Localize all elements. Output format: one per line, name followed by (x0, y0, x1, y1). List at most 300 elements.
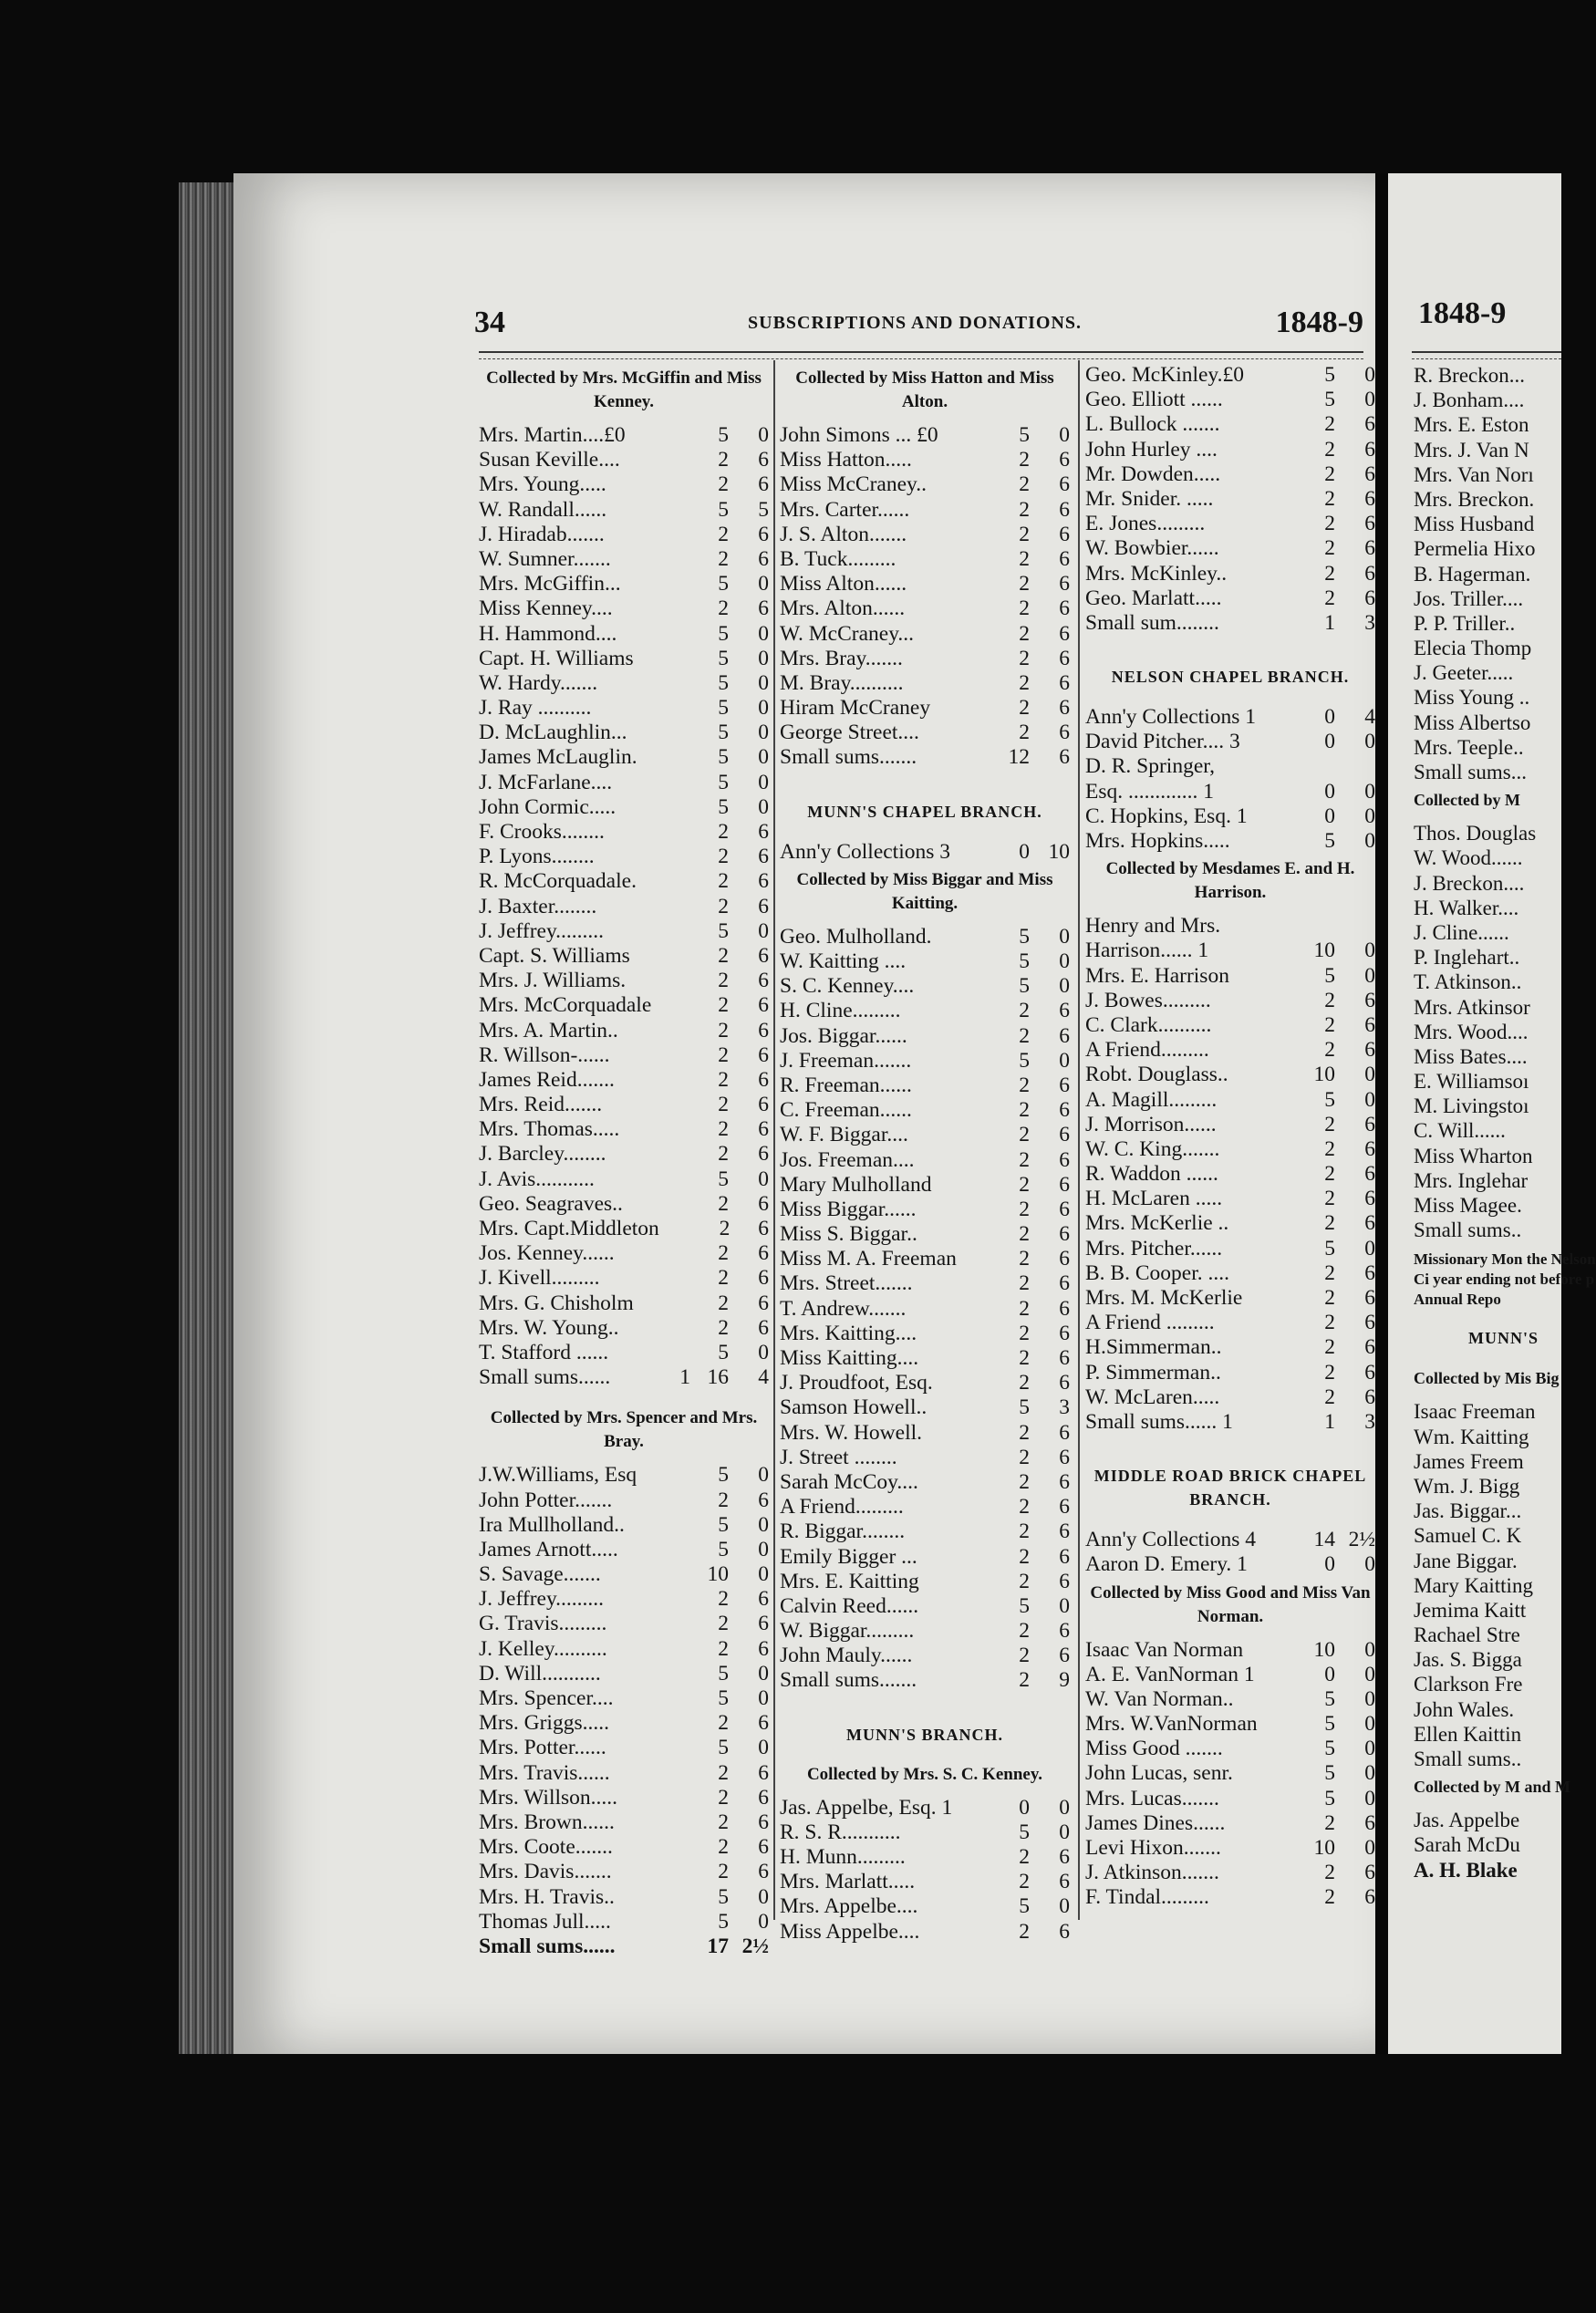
list-item (1414, 760, 1596, 784)
donor-name: H. Walker.... (1414, 896, 1519, 919)
list-item (780, 1421, 1070, 1446)
list-item (1085, 1811, 1375, 1836)
list-item (780, 1346, 1070, 1371)
list-item (479, 1316, 769, 1341)
donor-name: Aaron D. Emery. 1 (1085, 1552, 1248, 1577)
amount-shillings: 2 (718, 993, 729, 1018)
amount-pence: 6 (1059, 1247, 1070, 1271)
amount-pence: 0 (758, 670, 769, 695)
amount-shillings: 2 (1019, 448, 1030, 472)
amount-pence: 6 (758, 448, 769, 472)
amount-pence: 6 (758, 820, 769, 844)
amount-pounds (1262, 412, 1297, 437)
donor-name: George Street.... (780, 721, 919, 745)
amount-shillings: 2 (718, 1093, 729, 1117)
donor-name: Miss McCraney.. (780, 472, 928, 497)
list-item (1085, 1552, 1375, 1577)
amount-pence: 0 (1364, 1712, 1375, 1737)
list-item (1414, 1832, 1596, 1857)
amount-pence: 6 (758, 1315, 769, 1340)
donor-name: Small sums...... (479, 1934, 616, 1958)
donor-name: J. Kivell......... (479, 1266, 600, 1291)
donor-name: John Mauly...... (780, 1644, 913, 1668)
list-item (479, 1291, 769, 1316)
amount-pounds (1262, 1410, 1297, 1435)
amount-pence: 0 (1364, 1662, 1375, 1686)
list-item (1085, 1687, 1375, 1712)
donor-name: Geo. McKinley.£0 (1085, 363, 1245, 387)
list-item (1085, 586, 1375, 611)
amount-pounds (1262, 939, 1297, 963)
amount-pounds (1262, 914, 1297, 939)
donor-name: Geo. Seagraves.. (479, 1191, 623, 1216)
amount-pounds (1262, 1385, 1297, 1410)
amount-pence: 6 (1059, 1296, 1070, 1321)
donor-name: Mrs. E. Kaitting (780, 1569, 919, 1593)
branch-heading: MUNN'S (1468, 1329, 1539, 1348)
donor-name: Mrs. Breckon. (1414, 487, 1535, 511)
amount-pence: 6 (1364, 536, 1375, 561)
donor-name: Mrs. H. Travis.. (479, 1884, 615, 1909)
list-item (479, 1810, 769, 1835)
amount-pounds (1262, 1811, 1297, 1836)
amount-shillings: 5 (1324, 1236, 1335, 1260)
amount-pence: 6 (1059, 1644, 1070, 1668)
list-item (1085, 1663, 1375, 1687)
donor-name: Mrs. Kaitting.... (780, 1321, 917, 1345)
amount-shillings: 2 (718, 596, 729, 621)
amount-shillings: 2 (1324, 1861, 1335, 1885)
amount-shillings: 5 (718, 646, 729, 670)
amount-shillings: 2 (1324, 486, 1335, 511)
amount-pounds (656, 1711, 690, 1736)
donor-name: Mrs. McKinley.. (1085, 561, 1228, 586)
amount-shillings: 2 (718, 1191, 729, 1216)
amount-pounds (1262, 562, 1297, 586)
list-item (1414, 1425, 1596, 1449)
amount-pence: 6 (1059, 1098, 1070, 1123)
amount-pounds (957, 596, 991, 621)
donor-name: H. Hammond.... (479, 621, 617, 646)
list-item (1414, 1523, 1596, 1548)
amount-pence: 6 (758, 993, 769, 1018)
amount-pence: 6 (1364, 1211, 1375, 1236)
donor-name: Mrs. Martin....£0 (479, 423, 626, 447)
donor-name: Esq. ............. 1 (1085, 779, 1214, 804)
donor-name: Harrison...... 1 (1085, 939, 1209, 963)
list-item (479, 1365, 769, 1390)
donor-name: Mrs. W.VanNorman (1085, 1712, 1258, 1737)
donor-name: Mrs. G. Chisholm (479, 1291, 634, 1315)
collector-heading: Collected by Miss Biggar and Miss Kaitting. (796, 869, 1053, 913)
running-title: SUBSCRIPTIONS AND DONATIONS. (748, 313, 1083, 333)
list-item (780, 721, 1070, 745)
donor-name: Mrs. Griggs..... (479, 1711, 609, 1736)
list-item (479, 1587, 769, 1612)
donor-name: Mrs. Wood.... (1414, 1020, 1529, 1043)
donor-name: James McLauglin. (479, 745, 637, 770)
donor-name: Miss Kenney.... (479, 596, 613, 621)
list-item (1085, 914, 1375, 939)
amount-shillings: 5 (718, 572, 729, 596)
donor-name: W. F. Biggar.... (780, 1123, 908, 1147)
list-item (1414, 562, 1596, 586)
list-item (479, 523, 769, 547)
amount-pence: 6 (758, 472, 769, 497)
amount-pounds (656, 1019, 690, 1043)
list-item (780, 1074, 1070, 1098)
list-item (780, 423, 1070, 448)
amount-pounds (957, 1820, 991, 1845)
amount-shillings: 2 (1019, 546, 1030, 571)
list-item (479, 1860, 769, 1884)
donor-name: M. Livingstoı (1414, 1094, 1529, 1118)
list-item (1414, 685, 1596, 710)
list-item (1414, 412, 1596, 437)
amount-pence: 6 (1364, 512, 1375, 536)
list-item (1085, 1335, 1375, 1360)
donor-name: W. Bowbier...... (1085, 536, 1219, 561)
amount-pounds (656, 1835, 690, 1860)
amount-pence: 6 (1364, 1861, 1375, 1885)
amount-pounds (656, 1142, 690, 1167)
amount-shillings: 2 (1019, 646, 1030, 670)
amount-pence: 6 (758, 845, 769, 869)
donor-name: T. Andrew....... (780, 1296, 907, 1321)
amount-pounds (656, 1786, 690, 1810)
list-item (780, 1894, 1070, 1919)
amount-shillings: 5 (718, 696, 729, 721)
amount-pounds (1262, 1638, 1297, 1663)
donor-name: Mrs. Spencer.... (479, 1686, 614, 1710)
donor-name: Mrs. Carter...... (780, 497, 910, 522)
list-item (1414, 363, 1596, 388)
amount-pounds (957, 1619, 991, 1644)
list-item (1085, 438, 1375, 462)
amount-pounds (656, 1860, 690, 1884)
collector-heading: Collected by Mis Big (1414, 1369, 1560, 1388)
list-item (479, 1192, 769, 1217)
amount-pence: 0 (1059, 1795, 1070, 1820)
amount-shillings: 5 (1324, 1786, 1335, 1810)
amount-pence: 0 (1059, 1593, 1070, 1618)
amount-shillings: 10 (1313, 939, 1335, 963)
amount-pounds (656, 523, 690, 547)
list-item (780, 1148, 1070, 1173)
donor-name: Mrs. M. McKerlie (1085, 1286, 1243, 1310)
amount-pence: 6 (1059, 1544, 1070, 1569)
donor-name: Ira Mullholland.. (479, 1512, 625, 1537)
donor-name: Jos. Freeman.... (780, 1147, 915, 1172)
list-item (780, 498, 1070, 523)
list-item (1085, 730, 1375, 754)
amount-pounds (957, 498, 991, 523)
amount-shillings: 5 (1019, 1593, 1030, 1618)
amount-pence: 6 (1059, 1845, 1070, 1869)
donor-name: Jane Biggar. (1414, 1549, 1518, 1572)
list-item (780, 1098, 1070, 1123)
list-item (780, 1545, 1070, 1570)
amount-pence: 0 (1364, 1087, 1375, 1112)
amount-pence: 6 (1364, 437, 1375, 462)
amount-shillings: 2 (1019, 1123, 1030, 1147)
amount-pence: 2½ (1348, 1528, 1375, 1552)
list-item (780, 1123, 1070, 1147)
list-item (1085, 804, 1375, 829)
amount-shillings: 2 (718, 546, 729, 571)
amount-pounds (656, 1513, 690, 1538)
amount-pence: 6 (758, 1760, 769, 1785)
donor-name: Miss Alton...... (780, 572, 907, 596)
amount-shillings: 5 (1019, 1820, 1030, 1844)
amount-pounds (1262, 1687, 1297, 1712)
amount-shillings: 2 (1324, 1211, 1335, 1236)
amount-pence: 6 (1059, 1445, 1070, 1469)
amount-shillings: 2 (718, 1711, 729, 1736)
donor-name: Miss S. Biggar.. (780, 1222, 917, 1247)
branch-heading: MIDDLE ROAD BRICK CHAPEL BRANCH. (1093, 1467, 1367, 1509)
amount-pence: 0 (1364, 1686, 1375, 1711)
list-item (780, 840, 1070, 865)
amount-pence: 6 (758, 1488, 769, 1512)
amount-pence: 6 (1059, 1420, 1070, 1445)
amount-pence: 0 (1364, 1552, 1375, 1577)
amount-pence: 6 (1059, 1371, 1070, 1395)
list-item (1414, 1808, 1596, 1832)
amount-pounds (957, 1870, 991, 1894)
donor-name: J. Bonham.... (1414, 389, 1525, 412)
donor-name: J. Morrison...... (1085, 1112, 1217, 1136)
amount-pounds (957, 1421, 991, 1446)
list-item (1414, 1399, 1596, 1424)
donor-name: James Freem (1414, 1449, 1524, 1473)
list-item (1085, 512, 1375, 536)
list-item (1414, 1623, 1596, 1647)
donor-name: R. Biggar........ (780, 1520, 906, 1544)
amount-shillings (1297, 754, 1335, 779)
amount-pounds (656, 1341, 690, 1365)
donor-name: D. Will........... (479, 1661, 601, 1685)
amount-pence: 0 (1364, 363, 1375, 387)
amount-pence: 6 (1059, 1495, 1070, 1520)
donor-name: E. Jones......... (1085, 512, 1206, 536)
amount-pounds (1262, 1861, 1297, 1885)
amount-shillings: 5 (1324, 1686, 1335, 1711)
donor-name: Mrs. Atkinsor (1414, 995, 1530, 1019)
amount-pence: 6 (758, 1835, 769, 1860)
amount-shillings: 2 (1324, 1360, 1335, 1385)
amount-shillings: 2 (1019, 1197, 1030, 1221)
list-item (1085, 1162, 1375, 1187)
amount-pounds (656, 572, 690, 596)
list-item (780, 1644, 1070, 1668)
amount-pounds (1262, 586, 1297, 611)
donor-name: Mr. Snider. ..... (1085, 486, 1214, 511)
amount-shillings: 5 (1324, 363, 1335, 387)
amount-pounds (957, 523, 991, 547)
amount-pounds (957, 1271, 991, 1296)
collector-heading: Collected by Mesdames E. and H. Harrison. (1105, 859, 1355, 903)
donor-name: Jas. Appelbe (1414, 1809, 1520, 1832)
amount-pence: 6 (1059, 448, 1070, 472)
list-item (1414, 845, 1596, 870)
amount-pounds (656, 1761, 690, 1786)
amount-pence: 6 (758, 943, 769, 968)
amount-shillings: 17 (707, 1934, 729, 1958)
list-item (1085, 1885, 1375, 1910)
amount-pence: 6 (1364, 561, 1375, 586)
list-item (1414, 920, 1596, 945)
amount-pence (1335, 914, 1375, 939)
list-item (780, 745, 1070, 770)
donor-name: J. Bowes......... (1085, 988, 1211, 1012)
amount-shillings: 2 (1019, 1222, 1030, 1247)
amount-shillings: 5 (718, 670, 729, 695)
list-item (1414, 1474, 1596, 1499)
list-item (1414, 995, 1596, 1020)
amount-pounds (1262, 536, 1297, 561)
donor-name: John Simons ... £0 (780, 423, 938, 447)
amount-pounds (656, 498, 690, 523)
amount-pounds (957, 647, 991, 671)
list-item (1414, 1598, 1596, 1623)
donor-name: B. Tuck......... (780, 546, 896, 571)
list-item (780, 1271, 1070, 1296)
donor-name: Mrs. Coote....... (479, 1835, 613, 1860)
donor-name: Small sums.. (1414, 1748, 1522, 1770)
amount-shillings: 2 (718, 1587, 729, 1612)
donor-name: Mrs. Bray....... (780, 646, 903, 670)
amount-pence: 6 (1059, 497, 1070, 522)
amount-shillings: 2 (1324, 536, 1335, 561)
list-item (1414, 487, 1596, 512)
amount-shillings: 1 (1324, 610, 1335, 635)
amount-pounds (656, 1241, 690, 1266)
amount-pence: 6 (1364, 1311, 1375, 1335)
amount-pounds (656, 745, 690, 770)
amount-pounds (957, 1247, 991, 1271)
list-item (479, 1835, 769, 1860)
donor-name: J. McFarlane.... (479, 770, 613, 794)
amount-pounds (656, 1167, 690, 1192)
list-item (479, 795, 769, 820)
amount-pounds (1262, 363, 1297, 388)
donor-name: W. Hardy....... (479, 670, 598, 695)
list-item (1085, 754, 1375, 779)
list-item (1414, 821, 1596, 845)
list-item (780, 925, 1070, 949)
column-2 (780, 363, 1070, 1945)
donor-name: G. Travis......... (479, 1612, 607, 1636)
donor-name: Miss Appelbe.... (780, 1919, 920, 1944)
donor-name: J. Ray .......... (479, 696, 592, 721)
amount-shillings: 2 (1019, 572, 1030, 596)
amount-shillings: 2 (718, 1860, 729, 1884)
amount-pounds (656, 771, 690, 795)
donor-name: James Arnott..... (479, 1537, 618, 1561)
list-item (780, 1395, 1070, 1420)
donor-name: Sarah McDu (1414, 1833, 1520, 1857)
block-spacer (1085, 1435, 1375, 1447)
amount-shillings: 2 (1324, 1810, 1335, 1835)
amount-shillings: 2 (1324, 1335, 1335, 1360)
amount-pounds (1262, 388, 1297, 412)
amount-pounds (957, 1920, 991, 1945)
list-item (479, 622, 769, 647)
amount-shillings: 2 (1019, 1321, 1030, 1345)
amount-pounds (1262, 1663, 1297, 1687)
amount-shillings: 10 (1313, 1063, 1335, 1087)
amount-shillings: 5 (718, 423, 729, 447)
amount-pence: 6 (1059, 646, 1070, 670)
donor-name: W. Van Norman.. (1085, 1686, 1234, 1711)
amount-pence: 6 (1059, 1469, 1070, 1494)
amount-pence: 0 (1364, 804, 1375, 828)
amount-pence: 0 (1364, 1236, 1375, 1260)
amount-pence: 6 (1364, 1162, 1375, 1187)
amount-pence: 6 (1364, 1187, 1375, 1211)
amount-pence: 0 (1364, 963, 1375, 988)
amount-pounds (957, 1173, 991, 1198)
amount-pounds (656, 1043, 690, 1068)
amount-pounds (656, 721, 690, 745)
amount-pounds (1262, 1737, 1297, 1761)
amount-pence: 6 (1059, 1123, 1070, 1147)
donor-name: Levi Hixon....... (1085, 1836, 1221, 1860)
amount-shillings: 10 (1313, 1836, 1335, 1860)
amount-pence: 0 (1364, 829, 1375, 853)
list-item (780, 1845, 1070, 1870)
amount-pounds (1262, 1211, 1297, 1236)
amount-pounds (1262, 462, 1297, 487)
donor-name: W. McLaren..... (1085, 1385, 1220, 1409)
amount-pounds (1262, 1836, 1297, 1861)
amount-pence: 6 (758, 1241, 769, 1266)
list-item (1085, 462, 1375, 487)
amount-pounds (656, 919, 690, 944)
amount-pounds (656, 820, 690, 845)
amount-pence: 6 (758, 1093, 769, 1117)
donor-name: Miss M. A. Freeman (780, 1247, 957, 1271)
amount-pence: 0 (758, 1736, 769, 1760)
amount-pence: 6 (1059, 1321, 1070, 1345)
list-item (780, 1247, 1070, 1271)
list-item (780, 1870, 1070, 1894)
list-item (1414, 1858, 1596, 1883)
amount-pounds (1262, 1335, 1297, 1360)
amount-shillings: 2 (1324, 1136, 1335, 1161)
list-item (780, 1446, 1070, 1470)
donor-name: H. Cline......... (780, 999, 901, 1023)
amount-pence: 0 (758, 696, 769, 721)
donor-name: John Potter....... (479, 1488, 613, 1512)
amount-shillings: 5 (718, 770, 729, 794)
amount-shillings: 10 (1313, 1637, 1335, 1662)
amount-pence: 0 (1059, 423, 1070, 447)
amount-shillings: 5 (718, 1884, 729, 1909)
donor-name: J.W.Williams, Esq (479, 1463, 637, 1488)
amount-shillings: 5 (1324, 1737, 1335, 1761)
amount-pounds (957, 1796, 991, 1820)
list-item (1085, 487, 1375, 512)
amount-pounds (656, 1910, 690, 1934)
amount-pounds (1262, 487, 1297, 512)
amount-pence: 6 (758, 1018, 769, 1042)
amount-pounds (957, 949, 991, 974)
amount-shillings: 2 (1019, 1668, 1030, 1693)
amount-shillings: 5 (1324, 1712, 1335, 1737)
donor-name: John Cormic..... (479, 794, 617, 819)
